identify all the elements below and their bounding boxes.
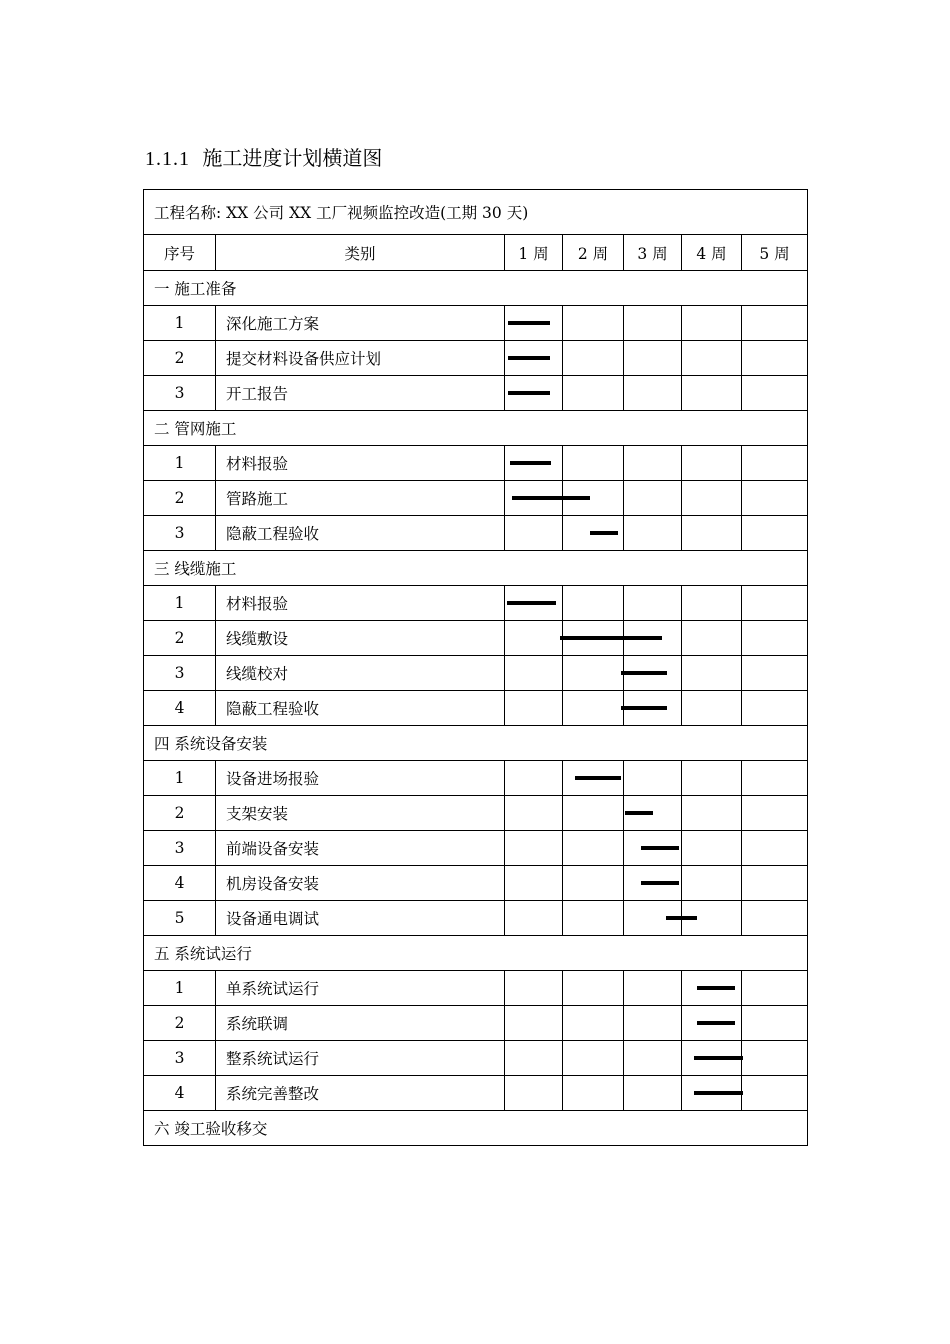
task-row (144, 446, 808, 481)
week-cell (563, 376, 624, 411)
week-cell (505, 761, 563, 796)
task-name: 材料报验 (216, 586, 505, 621)
gantt-bar (508, 391, 550, 395)
task-name: 开工报告 (216, 376, 505, 411)
week-cell (624, 971, 682, 1006)
week-cell (742, 341, 808, 376)
section-row (144, 936, 808, 971)
week-cell (505, 376, 563, 411)
week-cell (505, 341, 563, 376)
week-cell (624, 586, 682, 621)
week-cell (624, 516, 682, 551)
week-cell (505, 481, 563, 516)
section-title: 五 系统试运行 (144, 936, 808, 971)
task-number: 2 (144, 341, 216, 376)
week-cell (682, 341, 742, 376)
week-cell (563, 656, 624, 691)
task-name: 线缆校对 (216, 656, 505, 691)
week-cell (682, 866, 742, 901)
week-cell (505, 1076, 563, 1111)
task-row (144, 1076, 808, 1111)
gantt-bar (694, 1056, 743, 1060)
week-cell (505, 586, 563, 621)
heading-number: 1.1.1 (145, 148, 190, 170)
week-cell (742, 446, 808, 481)
task-name: 线缆敷设 (216, 621, 505, 656)
gantt-bar (590, 531, 617, 535)
week-cell (563, 971, 624, 1006)
week-cell (563, 1076, 624, 1111)
week-cell (742, 971, 808, 1006)
week-cell (624, 376, 682, 411)
task-number: 1 (144, 761, 216, 796)
gantt-bar (621, 671, 668, 675)
gantt-bar (575, 776, 621, 780)
week-cell (624, 306, 682, 341)
gantt-bar (560, 636, 662, 640)
week-cell (505, 446, 563, 481)
header-week-2: 2 周 (563, 235, 624, 271)
week-cell (742, 586, 808, 621)
week-cell (742, 1041, 808, 1076)
section-title: 四 系统设备安装 (144, 726, 808, 761)
task-row (144, 306, 808, 341)
task-name: 系统完善整改 (216, 1076, 505, 1111)
week-cell (505, 901, 563, 936)
week-cell (742, 831, 808, 866)
task-row (144, 796, 808, 831)
task-number: 4 (144, 1076, 216, 1111)
task-number: 4 (144, 866, 216, 901)
header-category: 类别 (216, 235, 505, 271)
task-number: 2 (144, 481, 216, 516)
task-row (144, 481, 808, 516)
week-cell (742, 1076, 808, 1111)
gantt-schedule-table (143, 189, 808, 1146)
gantt-bar (507, 601, 556, 605)
section-row (144, 726, 808, 761)
gantt-bar (510, 461, 552, 465)
task-number: 1 (144, 446, 216, 481)
gantt-bar (694, 1091, 743, 1095)
week-cell (742, 656, 808, 691)
section-row (144, 411, 808, 446)
task-name: 隐蔽工程验收 (216, 516, 505, 551)
week-cell (742, 621, 808, 656)
gantt-bar (697, 1021, 735, 1025)
week-cell (682, 481, 742, 516)
week-cell (682, 306, 742, 341)
task-name: 管路施工 (216, 481, 505, 516)
week-cell (563, 866, 624, 901)
task-name: 单系统试运行 (216, 971, 505, 1006)
week-cell (742, 901, 808, 936)
task-number: 3 (144, 831, 216, 866)
week-cell (624, 761, 682, 796)
week-cell (505, 1006, 563, 1041)
task-row (144, 341, 808, 376)
heading-title: 施工进度计划横道图 (202, 146, 383, 170)
task-row (144, 376, 808, 411)
task-row (144, 656, 808, 691)
header-row (144, 235, 808, 271)
week-cell (563, 341, 624, 376)
week-cell (682, 831, 742, 866)
task-number: 1 (144, 306, 216, 341)
week-cell (563, 691, 624, 726)
task-row (144, 586, 808, 621)
week-cell (742, 796, 808, 831)
week-cell (742, 481, 808, 516)
week-cell (682, 761, 742, 796)
gantt-bar (641, 881, 679, 885)
section-row (144, 551, 808, 586)
project-name: 工程名称: XX 公司 XX 工厂视频监控改造(工期 30 天) (144, 190, 808, 235)
week-cell (505, 656, 563, 691)
week-cell (682, 446, 742, 481)
task-row (144, 971, 808, 1006)
week-cell (505, 1041, 563, 1076)
week-cell (505, 831, 563, 866)
section-title: 二 管网施工 (144, 411, 808, 446)
week-cell (505, 971, 563, 1006)
section-heading (145, 142, 382, 171)
task-name: 设备进场报验 (216, 761, 505, 796)
week-cell (624, 1041, 682, 1076)
week-cell (682, 621, 742, 656)
task-row (144, 516, 808, 551)
week-cell (563, 446, 624, 481)
task-number: 2 (144, 1006, 216, 1041)
week-cell (563, 831, 624, 866)
task-name: 提交材料设备供应计划 (216, 341, 505, 376)
task-name: 系统联调 (216, 1006, 505, 1041)
section-title: 六 竣工验收移交 (144, 1111, 808, 1146)
gantt-bar (508, 356, 550, 360)
task-name: 机房设备安装 (216, 866, 505, 901)
task-row (144, 1041, 808, 1076)
task-row (144, 831, 808, 866)
week-cell (563, 306, 624, 341)
week-cell (742, 516, 808, 551)
task-name: 支架安装 (216, 796, 505, 831)
week-cell (563, 1041, 624, 1076)
week-cell (563, 1006, 624, 1041)
week-cell (563, 586, 624, 621)
week-cell (624, 1006, 682, 1041)
gantt-bar (697, 986, 735, 990)
task-number: 3 (144, 656, 216, 691)
week-cell (563, 901, 624, 936)
task-name: 设备通电调试 (216, 901, 505, 936)
task-number: 5 (144, 901, 216, 936)
task-row (144, 1006, 808, 1041)
task-row (144, 691, 808, 726)
header-week-4: 4 周 (682, 235, 742, 271)
section-row (144, 1111, 808, 1146)
section-title: 一 施工准备 (144, 271, 808, 306)
task-name: 前端设备安装 (216, 831, 505, 866)
header-week-3: 3 周 (624, 235, 682, 271)
week-cell (742, 761, 808, 796)
week-cell (624, 481, 682, 516)
week-cell (742, 691, 808, 726)
task-number: 3 (144, 1041, 216, 1076)
task-row (144, 761, 808, 796)
task-name: 深化施工方案 (216, 306, 505, 341)
task-row (144, 901, 808, 936)
week-cell (682, 376, 742, 411)
task-row (144, 621, 808, 656)
week-cell (624, 341, 682, 376)
week-cell (563, 796, 624, 831)
task-name: 材料报验 (216, 446, 505, 481)
week-cell (505, 691, 563, 726)
week-cell (682, 586, 742, 621)
header-week-1: 1 周 (505, 235, 563, 271)
task-number: 1 (144, 971, 216, 1006)
week-cell (742, 866, 808, 901)
week-cell (505, 796, 563, 831)
task-number: 3 (144, 376, 216, 411)
task-number: 2 (144, 796, 216, 831)
task-number: 1 (144, 586, 216, 621)
gantt-bar (508, 321, 550, 325)
week-cell (505, 866, 563, 901)
section-title: 三 线缆施工 (144, 551, 808, 586)
gantt-bar (621, 706, 668, 710)
week-cell (742, 306, 808, 341)
section-row (144, 271, 808, 306)
week-cell (682, 516, 742, 551)
task-number: 3 (144, 516, 216, 551)
week-cell (682, 656, 742, 691)
week-cell (505, 306, 563, 341)
task-number: 2 (144, 621, 216, 656)
week-cell (505, 621, 563, 656)
gantt-bar (666, 916, 697, 920)
week-cell (624, 1076, 682, 1111)
gantt-bar (641, 846, 679, 850)
week-cell (682, 691, 742, 726)
header-week-5: 5 周 (742, 235, 808, 271)
task-name: 隐蔽工程验收 (216, 691, 505, 726)
gantt-bar (625, 811, 653, 815)
week-cell (682, 796, 742, 831)
header-seq: 序号 (144, 235, 216, 271)
week-cell (742, 376, 808, 411)
week-cell (624, 446, 682, 481)
gantt-bar (512, 496, 590, 500)
week-cell (505, 516, 563, 551)
task-name: 整系统试运行 (216, 1041, 505, 1076)
task-number: 4 (144, 691, 216, 726)
week-cell (742, 1006, 808, 1041)
task-row (144, 866, 808, 901)
